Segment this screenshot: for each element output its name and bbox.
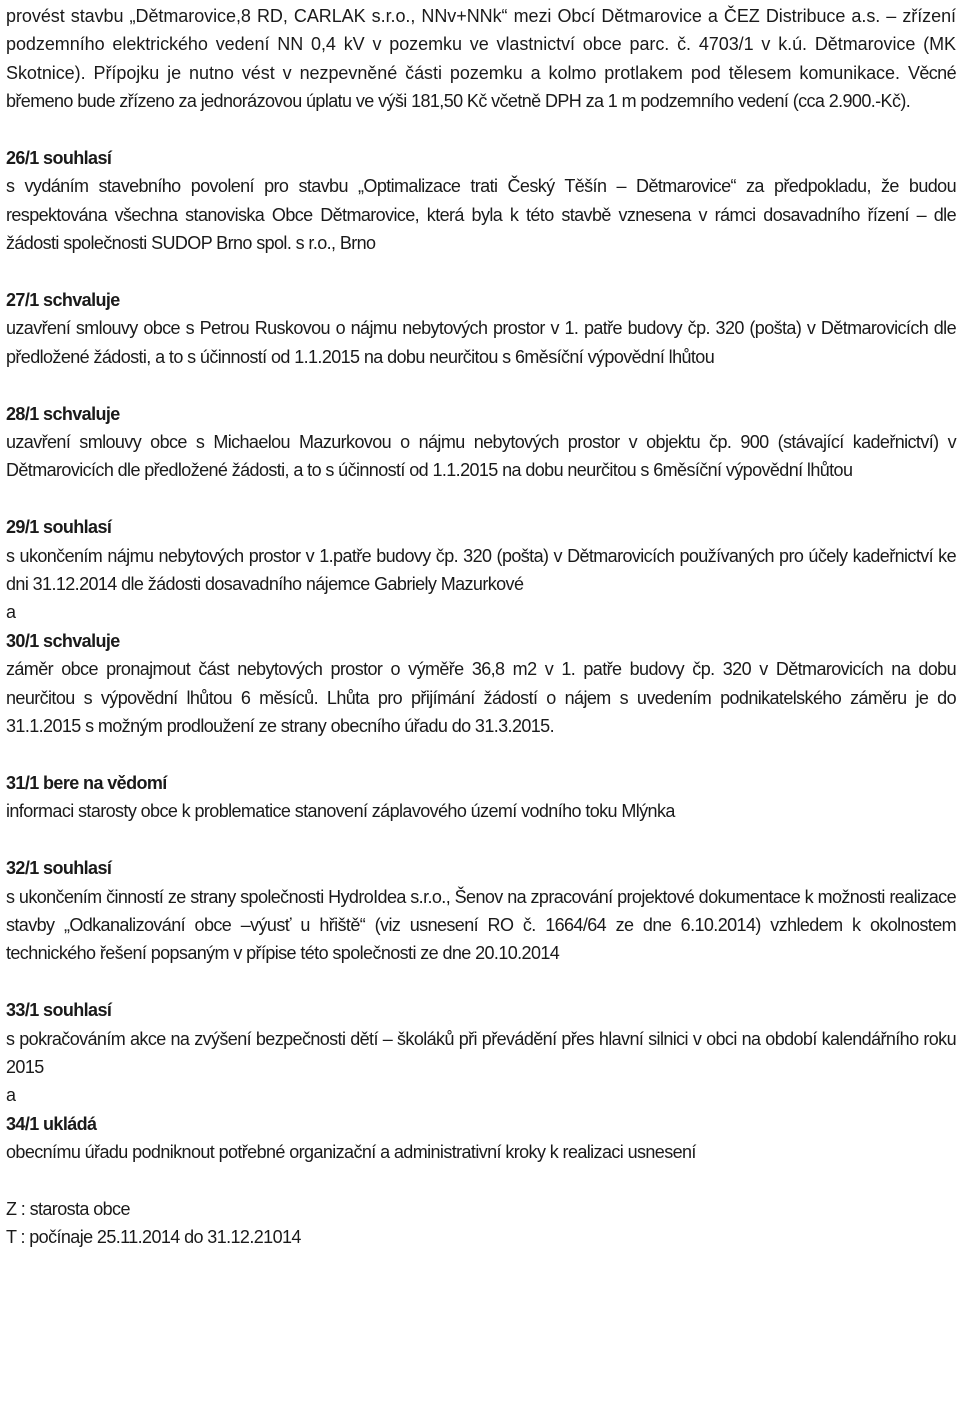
resolution-31: [6, 769, 956, 826]
resolution-heading: 26/1 souhlasí: [6, 148, 112, 169]
spacer: [6, 741, 956, 769]
resolution-30: [6, 627, 956, 741]
resolution-heading: 32/1 souhlasí: [6, 858, 112, 879]
resolution-heading: 29/1 souhlasí: [6, 517, 112, 538]
deadline: T : počínaje 25.11.2014 do 31.12.21014: [6, 1227, 301, 1248]
resolution-33: [6, 996, 956, 1110]
spacer: [6, 371, 956, 399]
resolution-34: [6, 1110, 956, 1167]
intro-text-a: provést stavbu „Dětmarovice,8 RD, CARLAK s.r.o., NNv+NNk“ mezi Obcí Dětmarovice a ČEZ Distribuce a.s. – zřízení podzemního elektrického vedení NN 0,4 kV v pozemku ve vlastnictví obce parc. č. 4703/1 v k.ú. Dětmarovice (MK Skotnice). Přípojku je nutno vést v nezpevněné části pozemku a kolmo protlakem pod tělesem komunikace.: [6, 6, 956, 83]
resolution-heading: 30/1 schvaluje: [6, 630, 120, 651]
resolution-connector: a: [6, 1085, 16, 1106]
resolution-text: s ukončením činností ze strany společnosti HydroIdea s.r.o., Šenov na zpracování projektové dokumentace k možnosti realizace stavby „Odkanalizování obce –výusť u hřiště“ (viz usnesení RO č. 1664/64 ze dne 6.10.2014) vzhledem k okolnostem technického řešení popsaným v přípise této společnosti ze dne 20.10.2014: [6, 886, 956, 964]
spacer: [6, 1167, 956, 1195]
resolution-28: [6, 400, 956, 485]
resolution-32: [6, 854, 956, 968]
spacer: [6, 826, 956, 854]
resolution-text: obecnímu úřadu podniknout potřebné organizační a administrativní kroky k realizaci usnesení: [6, 1142, 696, 1163]
resolution-heading: 34/1 ukládá: [6, 1113, 97, 1134]
resolution-29: [6, 513, 956, 627]
footer: [6, 1195, 956, 1252]
resolution-text: s ukončením nájmu nebytových prostor v 1.patře budovy čp. 320 (pošta) v Dětmarovicích používaných pro účely kadeřnictví ke dni 31.12.2014 dle žádosti dosavadního nájemce Gabriely Mazurkové: [6, 545, 956, 595]
spacer: [6, 968, 956, 996]
spacer: [6, 258, 956, 286]
resolution-heading: 31/1 bere na vědomí: [6, 772, 167, 793]
resolution-27: [6, 286, 956, 371]
resolution-text: uzavření smlouvy obce s Petrou Ruskovou o nájmu nebytových prostor v 1. patře budovy čp. 320 (pošta) v Dětmarovicích dle předložené žádosti, a to s účinností od 1.1.2015 na dobu neurčitou s 6měsíční výpovědní lhůtou: [6, 318, 956, 367]
resolution-connector: a: [6, 602, 16, 623]
resolution-text: záměr obce pronajmout část nebytových prostor o výměře 36,8 m2 v 1. patře budovy čp. 320 v Dětmarovicích na dobu neurčitou s výpovědní lhůtou 6 měsíců. Lhůta pro přijímání žádostí o nájem s uvedením podnikatelského záměru je do 31.1.2015 s možným prodloužení ze strany obecního úřadu do 31.3.2015.: [6, 659, 956, 737]
resolution-heading: 27/1 schvaluje: [6, 290, 120, 311]
resolution-text: s pokračováním akce na zvýšení bezpečnosti dětí – školáků při převádění přes hlavní silnici v obci na období kalendářního roku 2015: [6, 1028, 956, 1077]
spacer: [6, 485, 956, 513]
resolution-heading: 33/1 souhlasí: [6, 1000, 112, 1021]
document-page: [6, 2, 956, 1252]
resolution-text: informaci starosty obce k problematice stanovení záplavového území vodního toku Mlýnka: [6, 801, 675, 822]
resolution-text: uzavření smlouvy obce s Michaelou Mazurkovou o nájmu nebytových prostor v objektu čp. 900 (stávající kadeřnictví) v Dětmarovicích dle předložené žádosti, a to s účinností od 1.1.2015 na dobu neurčitou s 6měsíční výpovědní lhůtou: [6, 432, 956, 481]
resolution-heading: 28/1 schvaluje: [6, 403, 120, 424]
intro-paragraph: [6, 2, 956, 116]
resolution-text: s vydáním stavebního povolení pro stavbu „Optimalizace trati Český Těšín – Dětmarovice“ za předpokladu, že budou respektována všechna stanoviska Obce Dětmarovice, která byla k této stavbě vznesena v rámci dosavadního řízení – dle žádosti společnosti SUDOP Brno spol. s r.o., Brno: [6, 176, 956, 254]
resolution-26: [6, 144, 956, 258]
intro-text-b: Věcné břemeno bude zřízeno za jednorázovou úplatu ve výši 181,50 Kč včetně DPH za 1 m podzemního vedení (cca 2.900.-Kč).: [6, 62, 956, 112]
spacer: [6, 116, 956, 144]
responsible-person: Z : starosta obce: [6, 1198, 130, 1219]
